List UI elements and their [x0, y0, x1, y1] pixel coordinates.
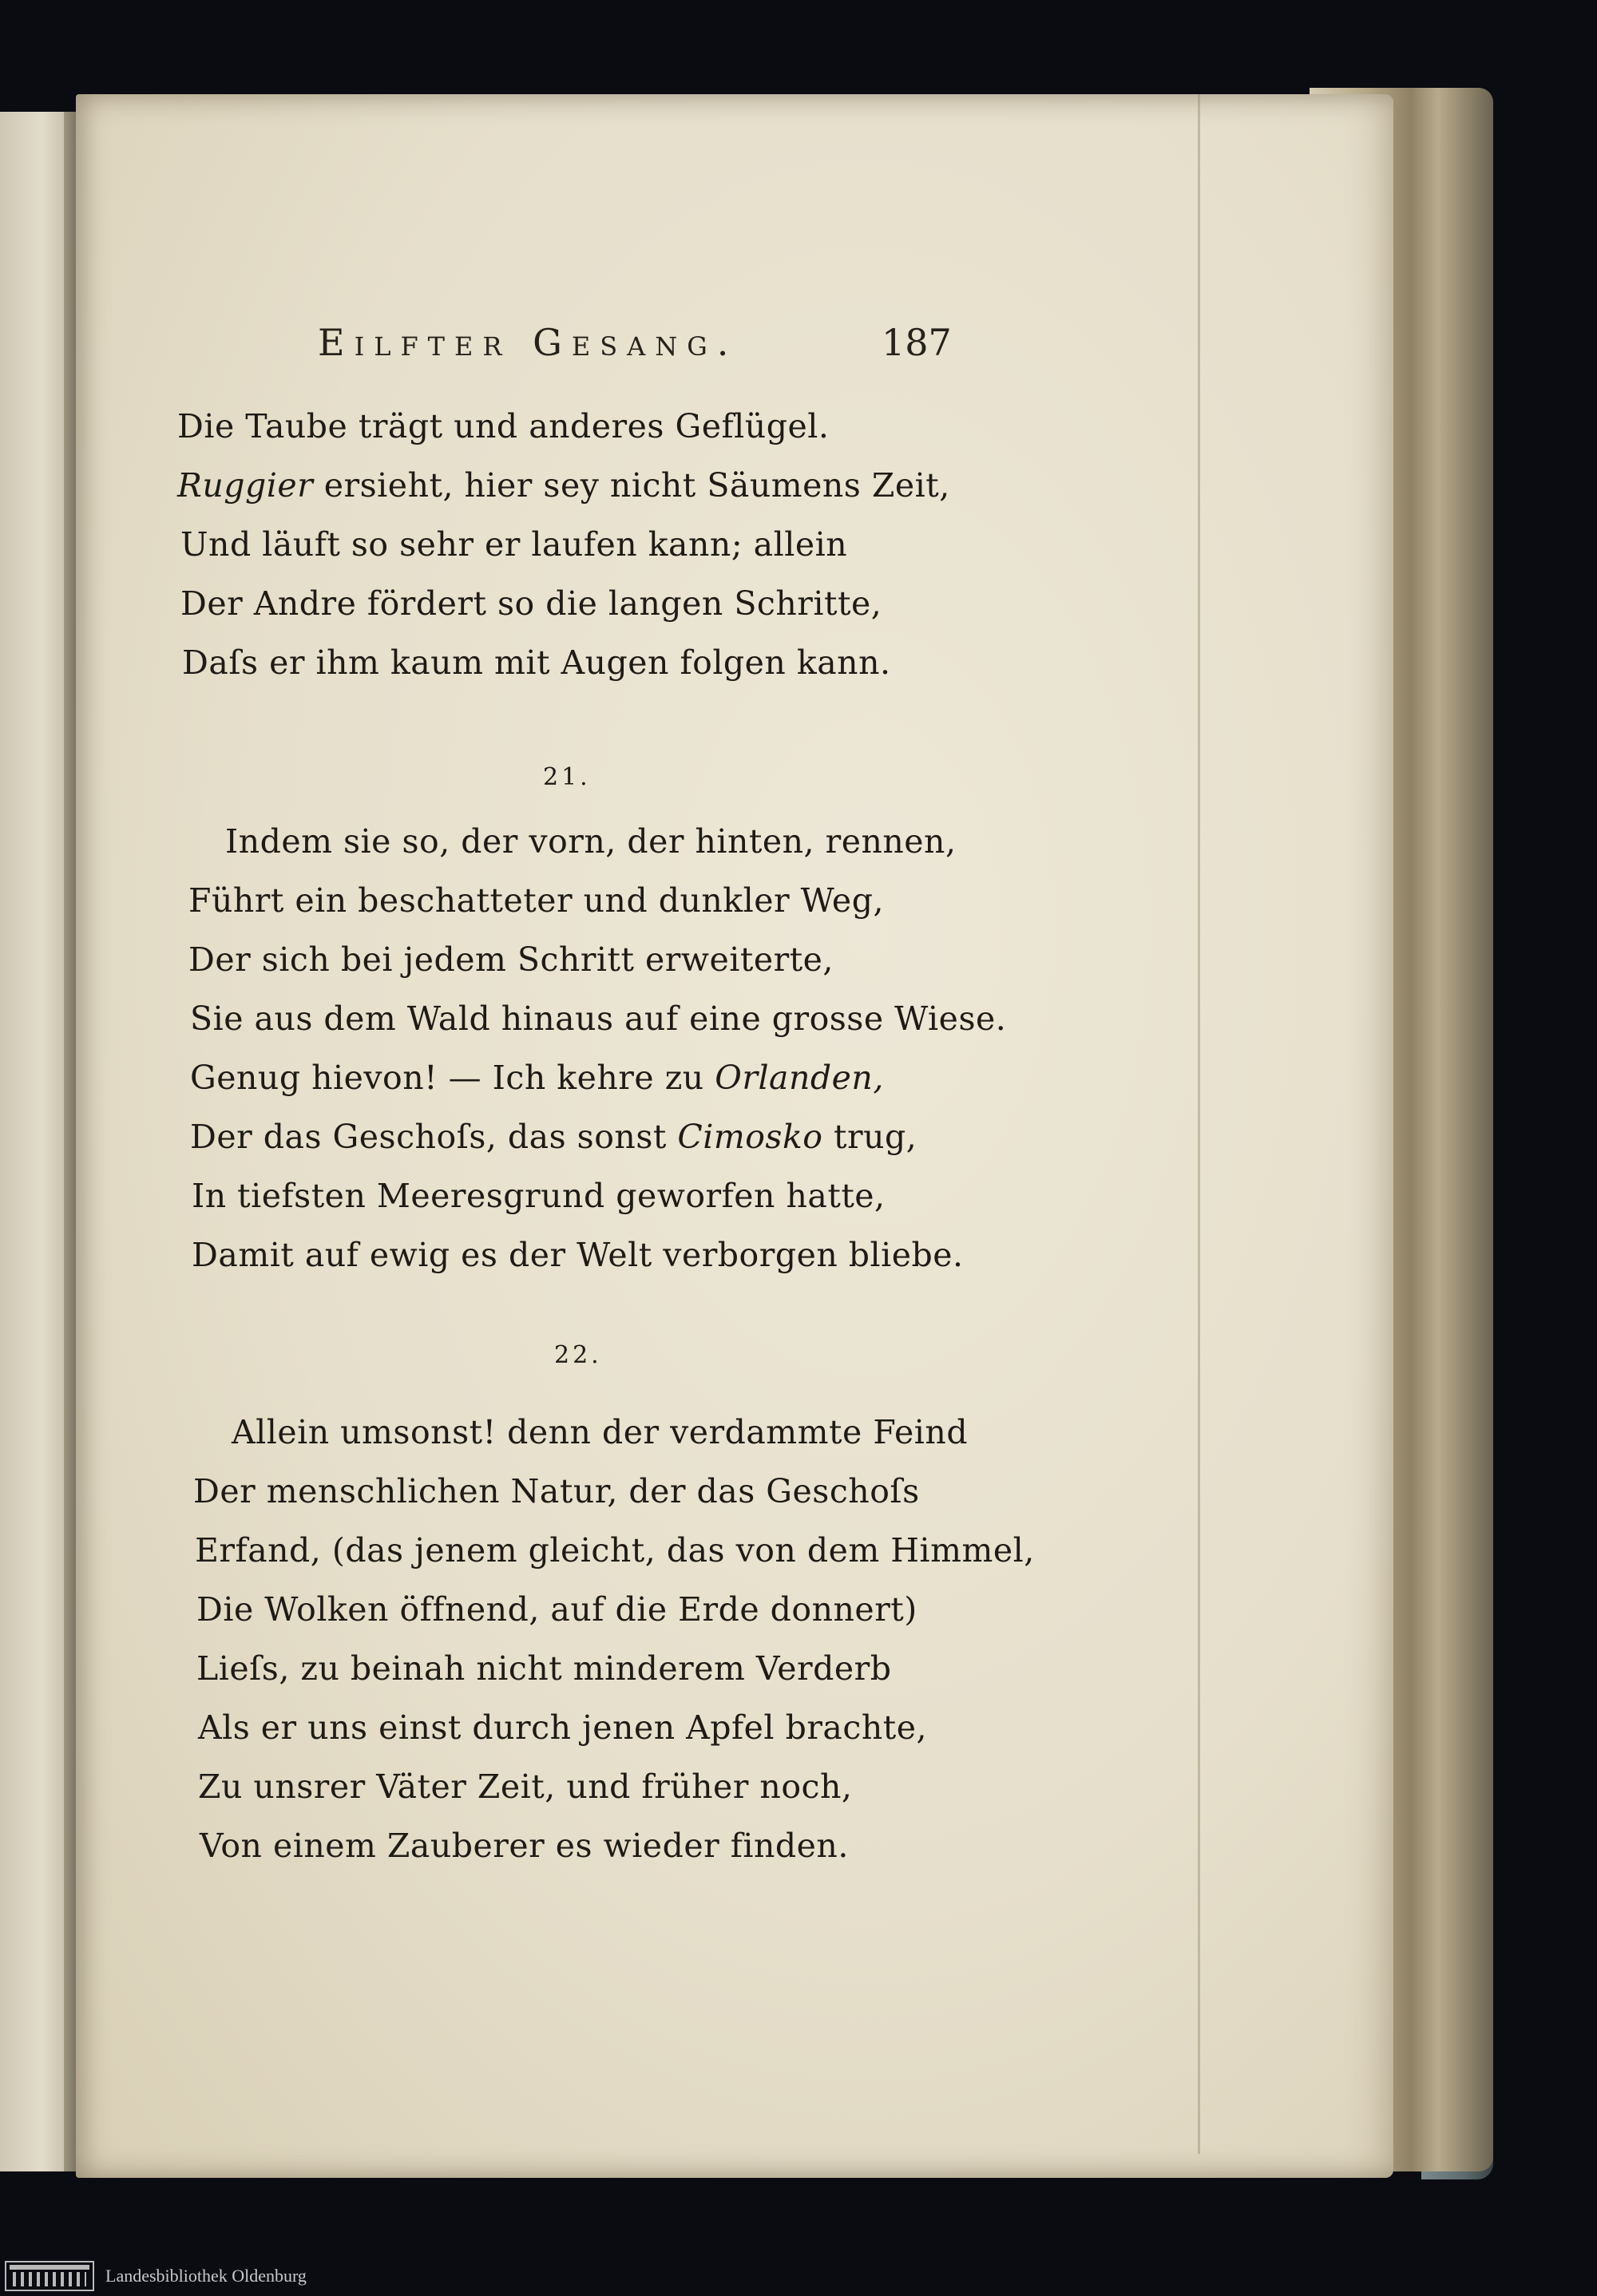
verse-line: Zu unsrer Väter Zeit, und früher noch,	[198, 1768, 853, 1806]
verse-line-text: Genug hievon! — Ich kehre zu	[190, 1059, 715, 1097]
stanza-number: 22.	[554, 1341, 602, 1369]
verse-line: Sie aus dem Wald hinaus auf eine grosse Wiese.	[190, 1000, 1007, 1038]
page-number: 187	[882, 321, 952, 364]
verse-line: Als er uns einst durch jenen Apfel brachte,	[198, 1708, 928, 1747]
verse-line-text: Der das Geschoſs, das sonst	[190, 1118, 678, 1156]
verse-line: Und läuft so sehr er laufen kann; allein	[180, 525, 848, 564]
library-name: Landesbibliothek Oldenburg	[105, 2266, 307, 2286]
verse-line: Von einem Zauberer es wieder finden.	[200, 1827, 849, 1865]
verse-line-text: trug,	[822, 1118, 917, 1156]
verse-line: Damit auf ewig es der Welt verborgen bliebe.	[192, 1236, 964, 1274]
name-cimosko: Cimosko	[677, 1118, 823, 1156]
verse-line	[190, 1059, 884, 1097]
verse-line: Der sich bei jedem Schritt erweiterte,	[188, 940, 834, 979]
verse-line	[190, 1118, 917, 1156]
library-building-icon	[5, 2261, 94, 2291]
verse-line: Die Wolken öffnend, auf die Erde donnert)	[196, 1590, 917, 1629]
verse-line: Der Andre fördert so die langen Schritte,	[180, 584, 882, 623]
verse-line: Allein umsonst! denn der verdammte Feind	[232, 1413, 969, 1451]
verse-line: Indem sie so, der vorn, der hinten, rennen,	[225, 822, 957, 861]
verse-line: Daſs er ihm kaum mit Augen folgen kann.	[182, 643, 891, 682]
verse-line: Der menschlichen Natur, der das Geschoſs	[193, 1472, 920, 1510]
verse-line: Die Taube trägt und anderes Geflügel.	[177, 407, 830, 445]
stanza-number: 21.	[543, 763, 591, 791]
name-orlanden: Orlanden,	[715, 1059, 884, 1097]
verse-line	[177, 466, 950, 505]
verse-line-text: ersieht, hier sey nicht Säumens Zeit,	[313, 466, 950, 505]
page-fold-line	[1198, 94, 1200, 2154]
verse-line: Erfand, (das jenem gleicht, das von dem Himmel,	[195, 1531, 1035, 1570]
name-ruggier: Ruggier	[177, 466, 314, 505]
running-header	[0, 321, 1597, 369]
running-title: Eilfter Gesang.	[318, 321, 739, 364]
verse-line: In tiefsten Meeresgrund geworfen hatte,	[192, 1177, 886, 1215]
verse-line: Führt ein beschatteter und dunkler Weg,	[188, 881, 884, 920]
verse-line: Lieſs, zu beinah nicht minderem Verderb	[196, 1649, 892, 1688]
